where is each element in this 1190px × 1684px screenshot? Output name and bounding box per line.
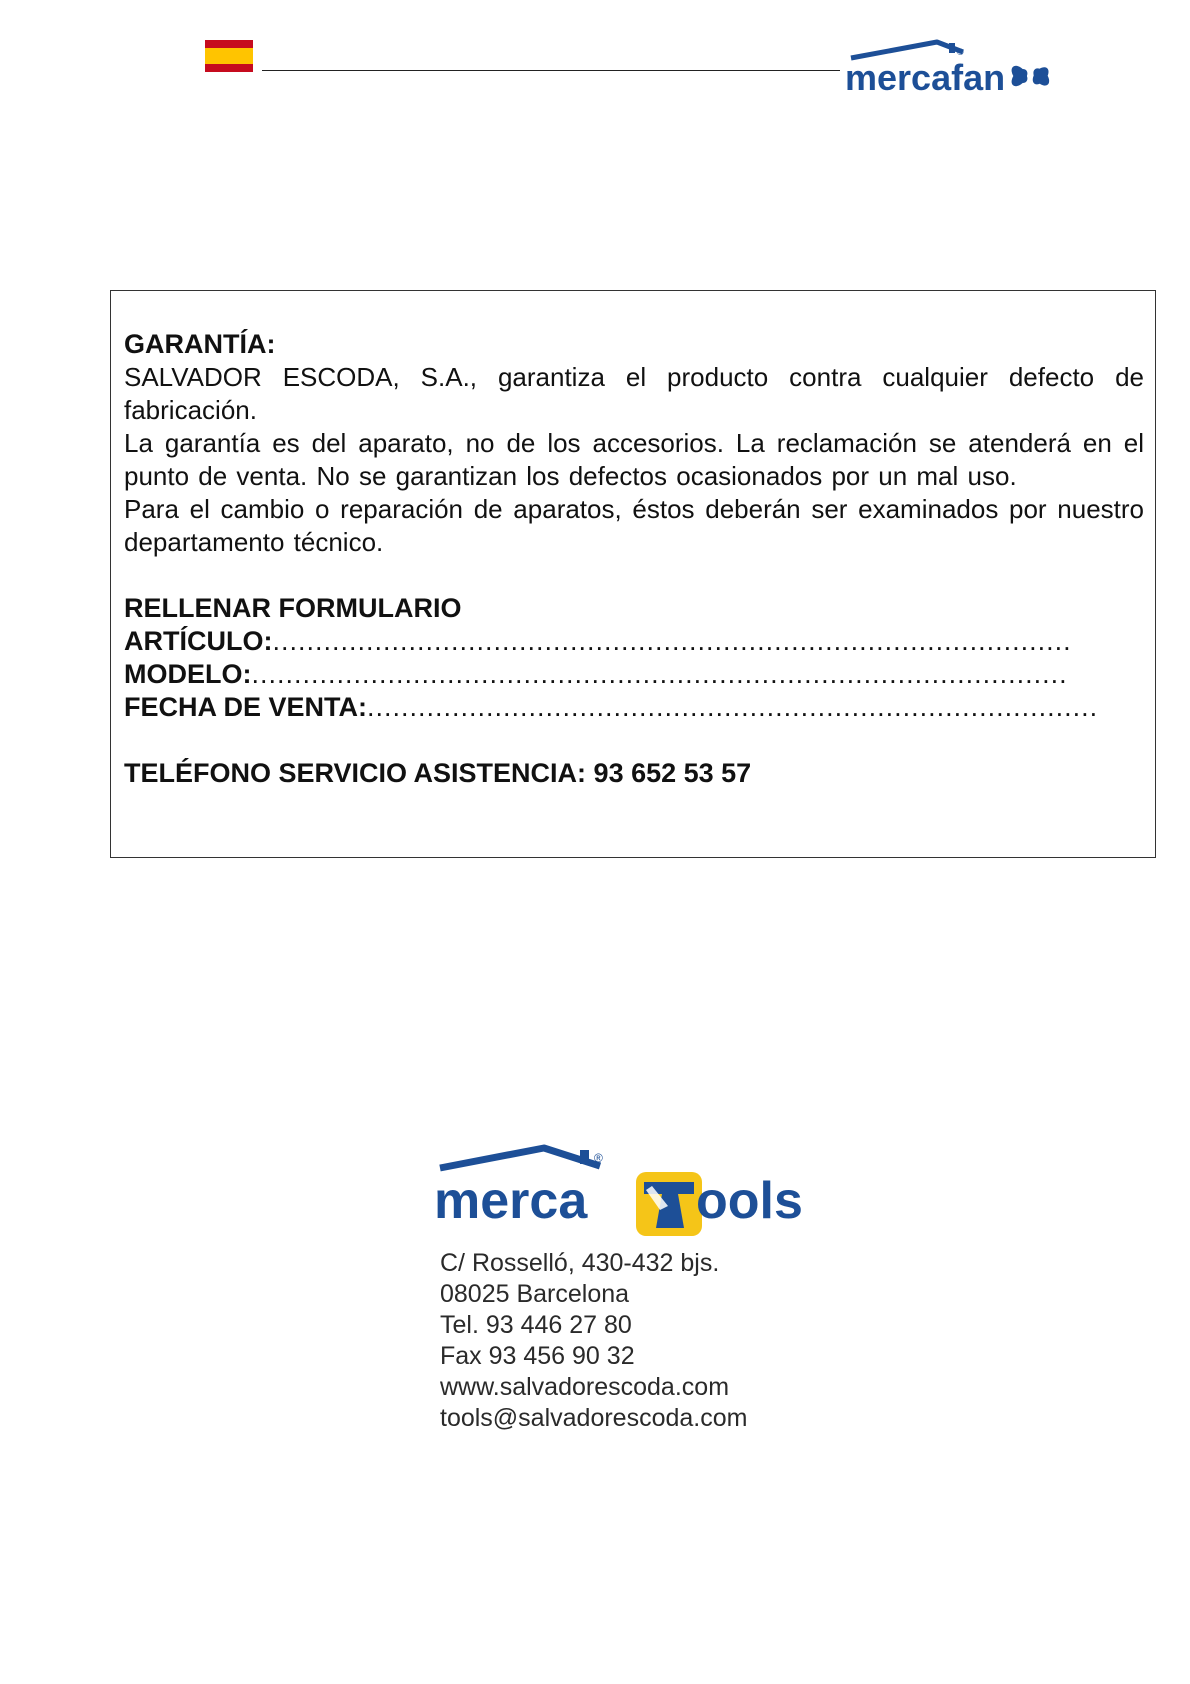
warranty-paragraph: Para el cambio o reparación de aparatos, éstos deberán ser examinados por nuestro departamento técnico. bbox=[124, 494, 1144, 557]
form-title: RELLENAR FORMULARIO bbox=[124, 593, 462, 623]
mercatools-logo bbox=[434, 1140, 804, 1240]
form-field-fecha-venta[interactable] bbox=[124, 691, 1144, 724]
mercatools-logo-text-right: ools bbox=[696, 1172, 803, 1230]
fan-icon bbox=[1008, 63, 1052, 89]
address-website-link[interactable]: www.salvadorescoda.com bbox=[440, 1373, 730, 1401]
address-fax: Fax 93 456 90 32 bbox=[440, 1342, 635, 1370]
form-field-articulo[interactable] bbox=[124, 625, 1144, 658]
form-field-label: ARTÍCULO: bbox=[124, 626, 273, 656]
warranty-title: GARANTÍA: bbox=[124, 329, 276, 359]
form-field-dots: ................................................................................................ bbox=[251, 659, 1068, 689]
form-field-label: MODELO: bbox=[124, 659, 252, 689]
address-email-link[interactable]: tools@salvadorescoda.com bbox=[440, 1404, 748, 1432]
registered-mark: ® bbox=[594, 1151, 603, 1165]
address-street: C/ Rosselló, 430-432 bjs. bbox=[440, 1249, 720, 1277]
warranty-box bbox=[110, 290, 1156, 858]
form-field-dots: .............................................................................................. bbox=[272, 626, 1072, 656]
warranty-paragraph: La garantía es del aparato, no de los accesorios. La reclamación se atenderá en el punto de venta. No se garantizan los defectos ocasionados por un mal uso. bbox=[124, 428, 1144, 491]
company-address bbox=[440, 1248, 747, 1434]
spain-flag-icon bbox=[205, 40, 253, 72]
form-field-dots: ...................................................................................... bbox=[367, 692, 1099, 722]
header-rule bbox=[262, 70, 840, 71]
warranty-paragraph: SALVADOR ESCODA, S.A., garantiza el producto contra cualquier defecto de fabricación. bbox=[124, 362, 1144, 425]
address-city: 08025 Barcelona bbox=[440, 1280, 630, 1308]
hammer-t-icon bbox=[636, 1172, 702, 1236]
service-phone: TELÉFONO SERVICIO ASISTENCIA: 93 652 53 57 bbox=[124, 758, 752, 788]
form-field-label: FECHA DE VENTA: bbox=[124, 692, 367, 722]
mercafan-logo-text: mercafan bbox=[845, 57, 1006, 98]
address-phone: Tel. 93 446 27 80 bbox=[440, 1311, 632, 1339]
form-field-modelo[interactable] bbox=[124, 658, 1144, 691]
mercafan-logo bbox=[845, 38, 1065, 100]
mercatools-logo-text-left: merca bbox=[434, 1172, 588, 1230]
registered-mark: ® bbox=[957, 47, 964, 57]
